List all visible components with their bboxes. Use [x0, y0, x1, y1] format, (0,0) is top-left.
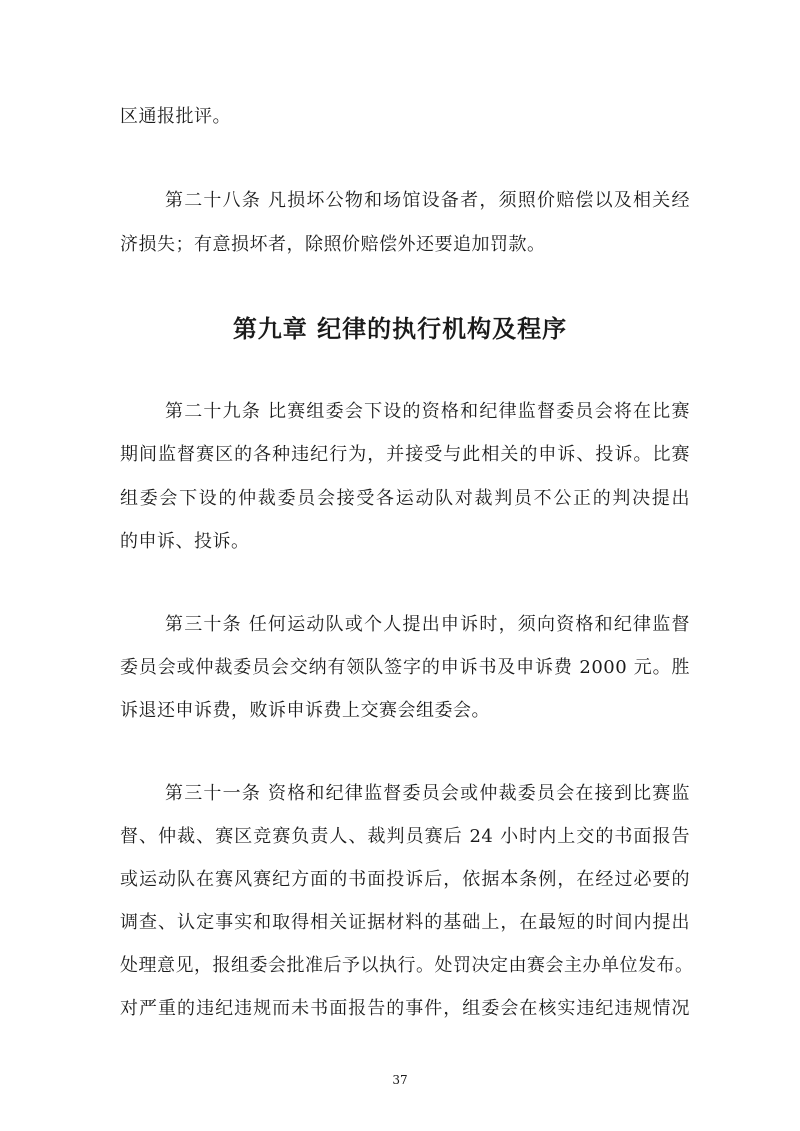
article-28-line: 第二十八条 凡损坏公物和场馆设备者，须照价赔偿以及相关经	[165, 190, 690, 211]
page-number: 37	[392, 1073, 408, 1087]
article-30-line: 第三十条 任何运动队或个人提出申诉时，须向资格和纪律监督	[165, 614, 690, 635]
article-29-line: 期间监督赛区的各种违纪行为，并接受与此相关的申诉、投诉。比赛	[120, 444, 690, 465]
article-30-line: 诉退还申诉费，败诉申诉费上交赛会组委会。	[120, 700, 490, 721]
article-31-line: 对严重的违纪违规而未书面报告的事件，组委会在核实违纪违规情况	[120, 998, 690, 1019]
article-31-line: 或运动队在赛风赛纪方面的书面投诉后，依据本条例，在经过必要的	[120, 869, 690, 890]
article-29-line: 的申诉、投诉。	[120, 531, 250, 552]
paragraph-line: 区通报批评。	[120, 106, 231, 127]
chapter-heading: 第九章 纪律的执行机构及程序	[232, 315, 568, 343]
article-30-line: 委员会或仲裁委员会交纳有领队签字的申诉书及申诉费 2000 元。胜	[120, 657, 690, 678]
article-28-line: 济损失；有意损坏者，除照价赔偿外还要追加罚款。	[120, 234, 546, 255]
article-31-line: 督、仲裁、赛区竞赛负责人、裁判员赛后 24 小时内上交的书面报告	[120, 826, 690, 847]
article-31-line: 第三十一条 资格和纪律监督委员会或仲裁委员会在接到比赛监	[165, 783, 690, 804]
article-29-line: 组委会下设的仲裁委员会接受各运动队对裁判员不公正的判决提出	[120, 488, 690, 509]
article-31-line: 调查、认定事实和取得相关证据材料的基础上，在最短的时间内提出	[120, 912, 690, 933]
article-29-line: 第二十九条 比赛组委会下设的资格和纪律监督委员会将在比赛	[165, 401, 690, 422]
article-31-line: 处理意见，报组委会批准后予以执行。处罚决定由赛会主办单位发布。	[120, 955, 694, 976]
